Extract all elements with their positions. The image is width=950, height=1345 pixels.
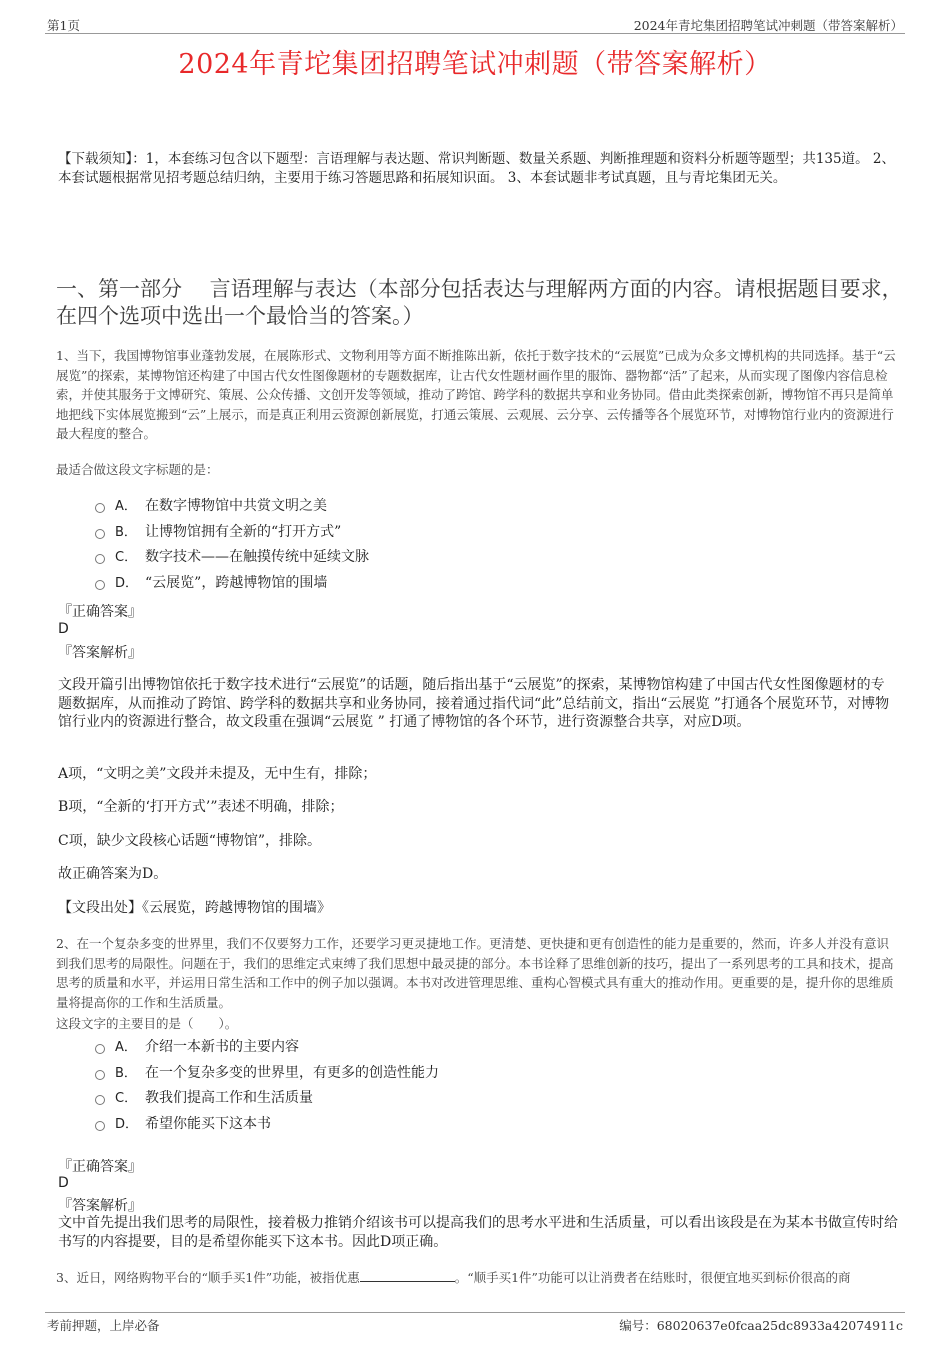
header-doc-title: 2024年青坨集团招聘笔试冲刺题（带答案解析） — [633, 18, 903, 33]
document-id: 编号：68020637e0fcaa25dc8933a42074911c — [619, 1318, 903, 1333]
question-1-answer: D — [58, 621, 69, 637]
question-1-note-a: A项，“文明之美”文段并未提及，无中生有，排除； — [58, 766, 377, 782]
radio-icon[interactable] — [95, 529, 105, 539]
question-2-option-d[interactable]: D． 希望你能买下这本书 — [95, 1113, 439, 1139]
question-1-answer-label: 『正确答案』 — [58, 604, 142, 620]
radio-icon[interactable] — [95, 503, 105, 513]
question-1-note-b: B项，“全新的‘打开方式’”表述不明确，排除； — [58, 799, 344, 815]
question-1-option-d[interactable]: D． “云展览”，跨越博物馆的围墙 — [95, 572, 369, 598]
question-1-source: 【文段出处】《云展览，跨越博物馆的围墙》 — [58, 900, 331, 916]
question-2-analysis-label: 『答案解析』 — [58, 1198, 142, 1214]
page-number: 第1页 — [47, 18, 80, 33]
question-2-option-a[interactable]: A． 介绍一本新书的主要内容 — [95, 1036, 439, 1062]
document-title: 2024年青坨集团招聘笔试冲刺题（带答案解析） — [178, 49, 772, 80]
radio-icon[interactable] — [95, 1044, 105, 1054]
question-1-conclusion: 故正确答案为D。 — [58, 866, 168, 882]
question-2-prompt: 这段文字的主要目的是（ ）。 — [56, 1016, 238, 1031]
question-2-analysis: 文中首先提出我们思考的局限性，接着极力推销介绍该书可以提高我们的思考水平进和生活质量，可以看出该段是在为某本书做宣传时给书写的内容提要，目的是希望你能买下这本书。因此D项正确。 — [58, 1215, 898, 1250]
question-1-option-b[interactable]: B． 让博物馆拥有全新的“打开方式” — [95, 521, 369, 547]
section-heading: 一、第一部分 言语理解与表达（本部分包括表达与理解两方面的内容。请根据题目要求，在四个选项中选出一个最恰当的答案。） — [56, 277, 903, 328]
page-footer — [45, 1312, 905, 1333]
radio-icon[interactable] — [95, 1070, 105, 1080]
question-2-option-c[interactable]: C． 教我们提高工作和生活质量 — [95, 1087, 439, 1113]
question-2-option-b[interactable]: B． 在一个复杂多变的世界里，有更多的创造性能力 — [95, 1062, 439, 1088]
question-2-text: 2、在一个复杂多变的世界里，我们不仅要努力工作，还要学习更灵捷地工作。更清楚、更快捷和更有创造性的能力是重要的，然而，许多人并没有意识到我们思考的局限性。问题在于，我们的思维定式束缚了我们思想中最灵捷的部分。本书诠释了思维创新的技巧，提出了一系列思考的工具和技术，提高思考的质量和水平，并运用日常生活和工作中的例子加以强调。本书对改进管理思维、重构心智模式具有重大的推动作用。更重要的是，提升你的思维质量将提高你的工作和生活质量。 — [56, 936, 894, 1010]
page-header — [45, 15, 905, 34]
radio-icon[interactable] — [95, 554, 105, 564]
footer-slogan: 考前押题，上岸必备 — [47, 1318, 160, 1333]
question-1-options — [95, 495, 369, 597]
download-notice: 【下载须知】：1，本套练习包含以下题型：言语理解与表达题、常识判断题、数量关系题、判断推理题和资料分析题等题型；共135道。 2、本套试题根据常见招考题总结归纳，主要用于练习答题思路和拓展知识面。 3、本套试题非考试真题，且与青坨集团无关。 — [58, 151, 895, 186]
question-1-prompt: 最适合做这段文字标题的是： — [56, 462, 219, 477]
question-2-answer-label: 『正确答案』 — [58, 1159, 142, 1175]
question-3-text: 3、近日，网络购物平台的“顺手买1件”功能，被指优惠 。“顺手买1件”功能可以让消费者在结账时，很便宜地买到标价很高的商 — [56, 1270, 851, 1285]
radio-icon[interactable] — [95, 1095, 105, 1105]
question-1-text: 1、当下，我国博物馆事业蓬勃发展，在展陈形式、文物利用等方面不断推陈出新，依托于数字技术的“云展览”已成为众多文博机构的共同选择。基于“云展览”的探索，某博物馆还构建了中国古代女性图像题材的专题数据库，让古代女性题材画作里的服饰、器物都“活”了起来，从而实现了图像内容信息检索，并使其服务于文博研究、策展、公众传播、文创开发等领域，推动了跨馆、跨学科的数据共享和业务协同。借由此类探索创新，博物馆不再只是简单地把线下实体展览搬到“云”上展示，而是真正利用云资源创新展览，打通云策展、云观展、云分享、云传播等各个展览环节，对博物馆行业内的资源进行最大程度的整合。 — [56, 348, 896, 441]
answer-blank[interactable] — [360, 1269, 455, 1282]
question-1-analysis-label: 『答案解析』 — [58, 645, 142, 661]
radio-icon[interactable] — [95, 1121, 105, 1131]
question-1-note-c: C项，缺少文段核心话题“博物馆”，排除。 — [58, 833, 322, 849]
question-1-analysis: 文段开篇引出博物馆依托于数字技术进行“云展览”的话题，随后指出基于“云展览”的探索，某博物馆构建了中国古代女性图像题材的专题数据库，从而推动了跨馆、跨学科的数据共享和业务协同，接着通过指代词“此”总结前文，指出“云展览 ”打通各个展览环节，对博物馆行业内的资源进行整合，故文段重在强调“云展览 ” 打通了博物馆的各个环节，进行资源整合共享，对应D项。 — [58, 677, 890, 730]
question-1-option-c[interactable]: C． 数字技术——在触摸传统中延续文脉 — [95, 546, 369, 572]
radio-icon[interactable] — [95, 580, 105, 590]
question-2-options — [95, 1036, 439, 1138]
question-1-option-a[interactable]: A． 在数字博物馆中共赏文明之美 — [95, 495, 369, 521]
question-2-answer: D — [58, 1175, 69, 1191]
